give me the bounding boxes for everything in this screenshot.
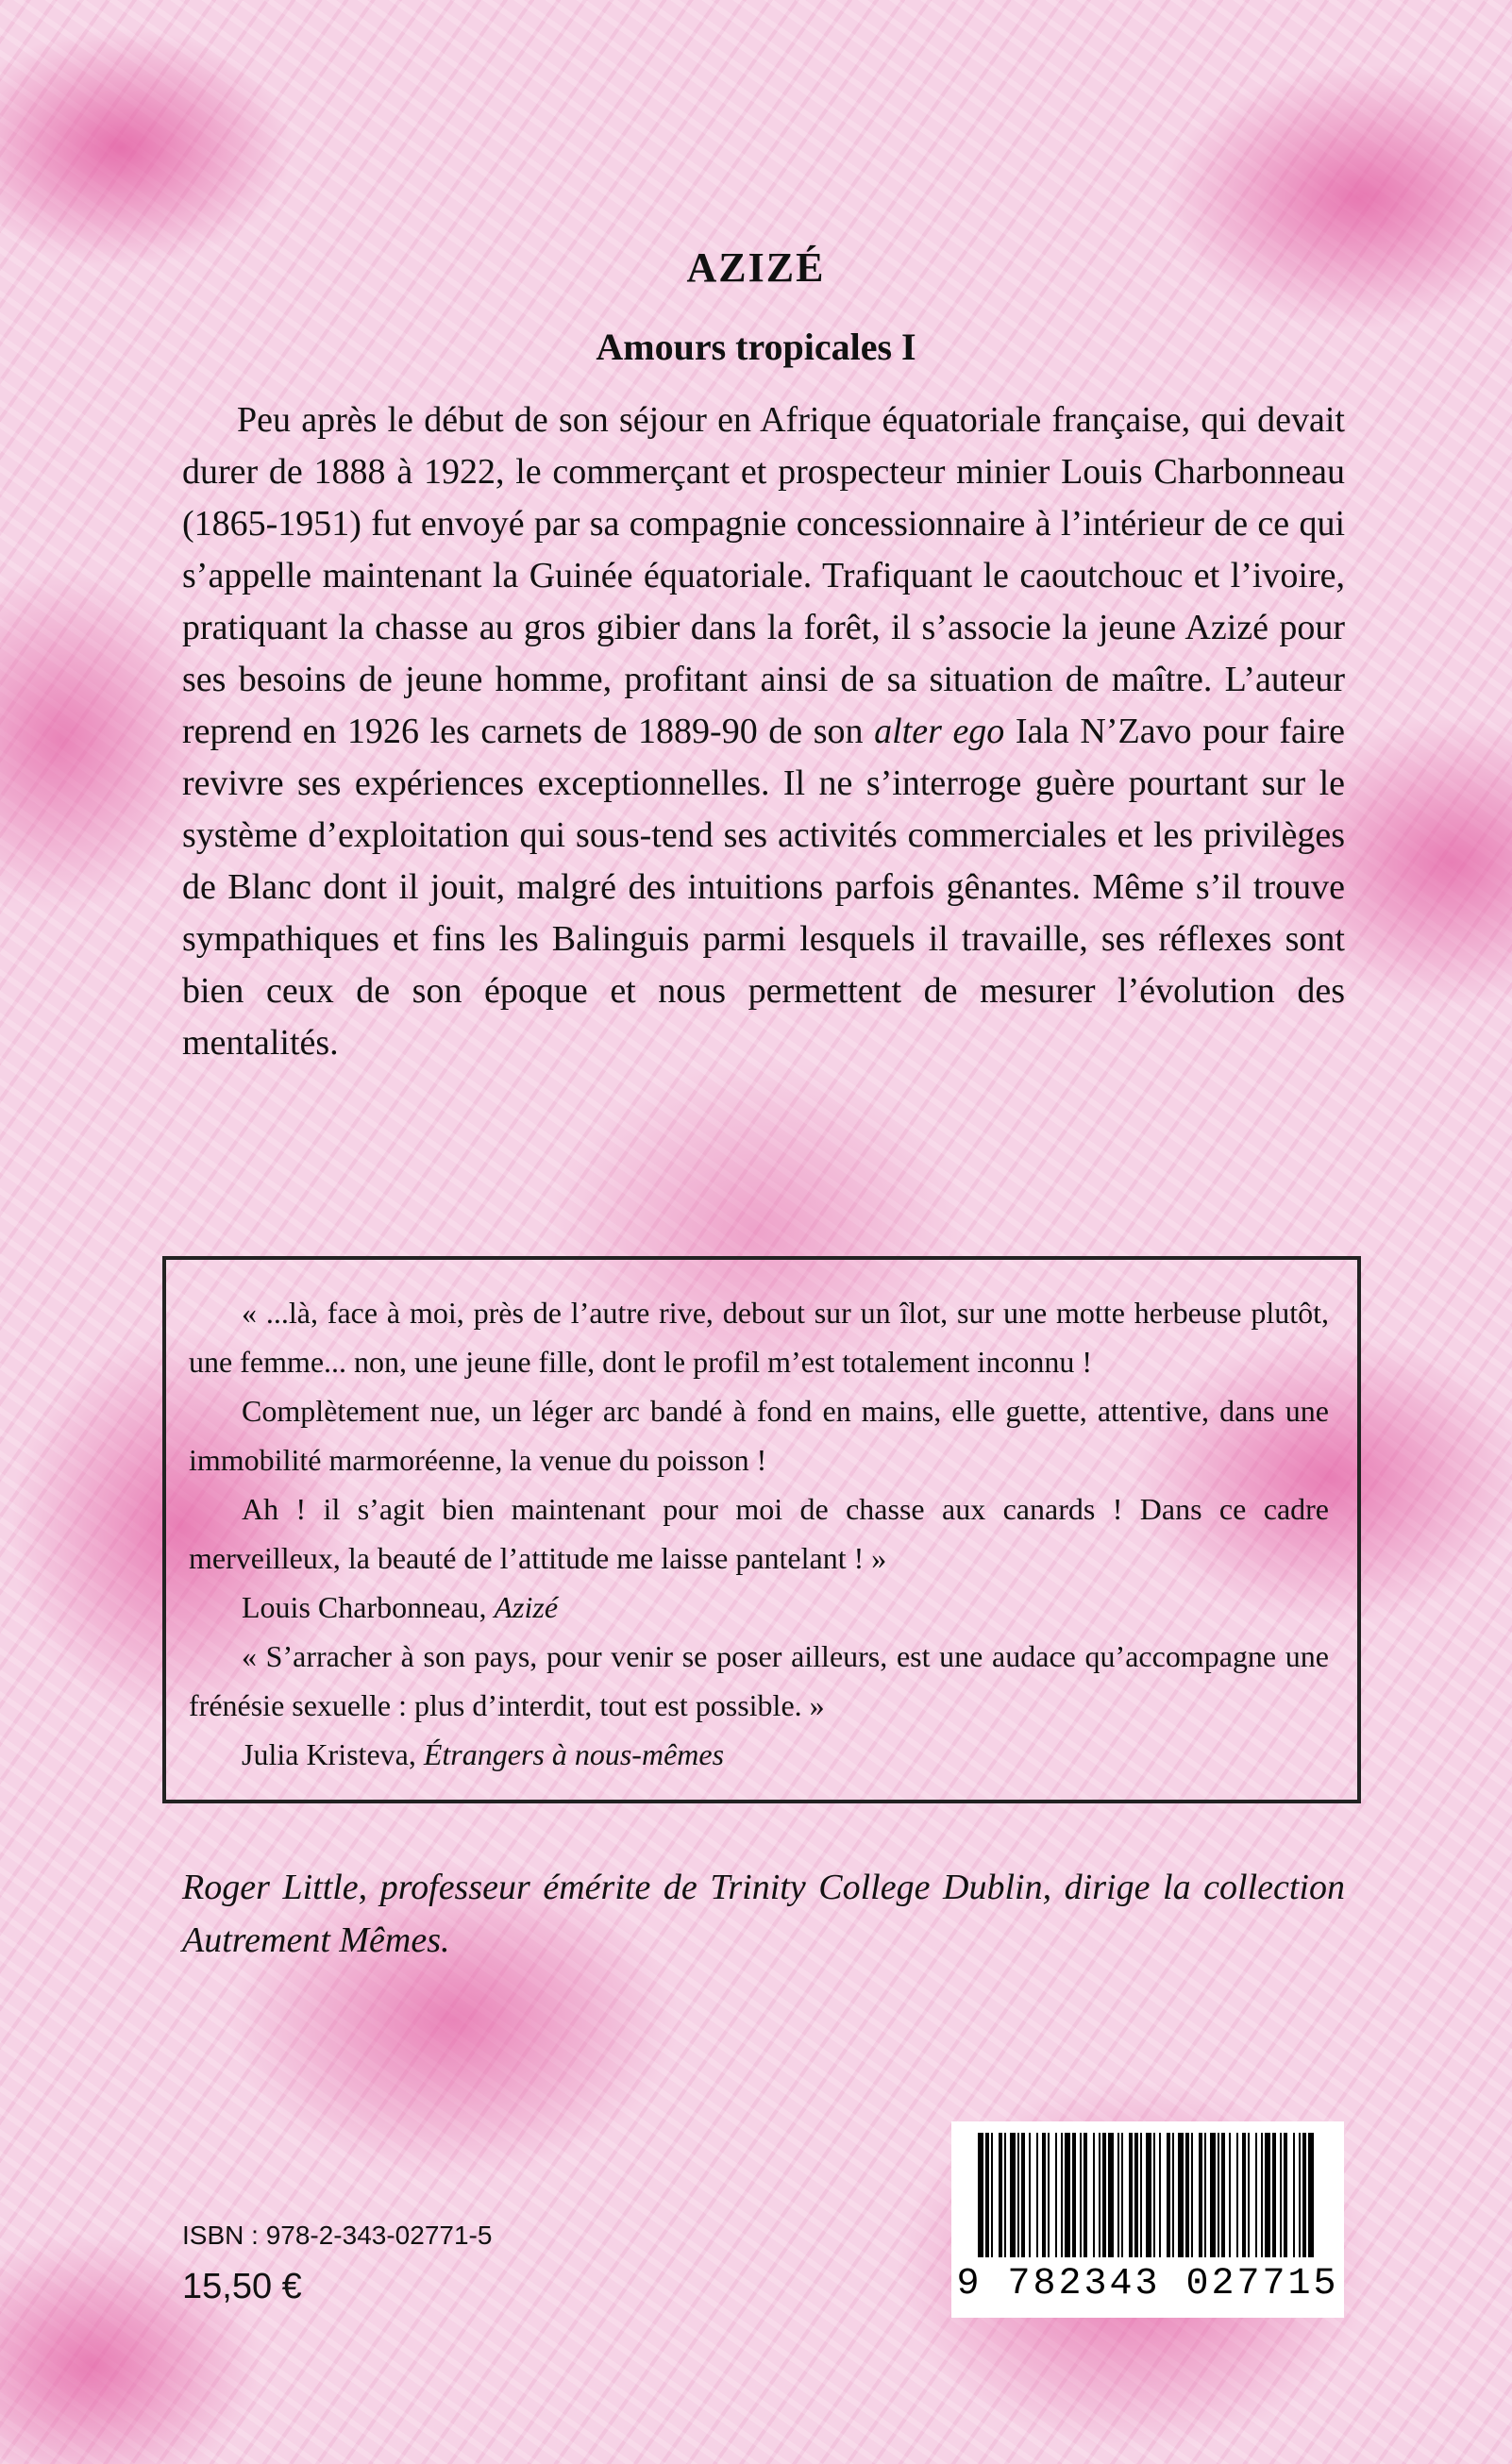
quote1-paragraph2: Complètement nue, un léger arc bandé à fond en mains, elle guette, attentive, dans une immobilité marmoréenne, la venue du poisson ! xyxy=(189,1394,1329,1477)
barcode xyxy=(951,2121,1344,2318)
quotes-box xyxy=(162,1256,1361,1803)
blurb-text-start: Peu après le début de son séjour en Afrique équatoriale française, qui devait durer de 1888 à 1922, le commerçant et prospecteur minier Louis Charbonneau (1865-1951) fut envoyé par sa compagnie concessionnaire à l’intérieur de ce qui s’appelle maintenant la Guinée équatoriale. Trafiquant le caoutchouc et l’ivoire, pratiquant la chasse au gros gibier dans la forêt, il s’associe la jeune Azizé pour ses besoins de jeune homme, profitant ainsi de sa situation de maître. L’auteur reprend en 1926 les carnets de 1889-90 de son xyxy=(182,400,1345,751)
barcode-bars xyxy=(978,2133,1318,2265)
blurb-text-end: Iala N’Zavo pour faire revivre ses expériences exceptionnelles. Il ne s’interroge guère pourtant sur le système d’exploitation qui sous-tend ses activités commerciales et les privilèges de Blanc dont il jouit, malgré des intuitions parfois gênantes. Même s’il trouve sympathiques et fins les Balinguis parmi lesquels il travaille, ses réflexes sont bien ceux de son époque et nous permettent de mesurer l’évolution des mentalités. xyxy=(182,712,1345,1063)
quote1-attribution xyxy=(189,1583,1329,1632)
quote2-source: Étrangers à nous-mêmes xyxy=(423,1737,725,1771)
blurb-italic-term: alter ego xyxy=(874,712,1005,751)
quote1-source: Azizé xyxy=(494,1590,559,1624)
book-subtitle: Amours tropicales I xyxy=(596,326,916,368)
quote1-author: Louis Charbonneau, xyxy=(242,1590,487,1624)
quote1-paragraph3: Ah ! il s’agit bien maintenant pour moi de chasse aux canards ! Dans ce cadre merveilleux, la beauté de l’attitude me laisse pantelant ! » xyxy=(189,1492,1329,1575)
isbn-text: ISBN : 978-2-343-02771-5 xyxy=(182,2221,493,2250)
blurb-paragraph xyxy=(182,394,1345,1069)
quote2-author: Julia Kristeva, xyxy=(242,1737,416,1771)
barcode-digits: 9 782343 027715 xyxy=(956,2263,1339,2305)
price-text: 15,50 € xyxy=(182,2267,302,2306)
quote2-paragraph: « S’arracher à son pays, pour venir se poser ailleurs, est une audace qu’accompagne une frénésie sexuelle : plus d’interdit, tout est possible. » xyxy=(189,1639,1329,1722)
quote2-attribution xyxy=(189,1730,1329,1779)
book-title: AZIZÉ xyxy=(686,244,826,291)
editor-note: Roger Little, professeur émérite de Trinity College Dublin, dirige la collection Autrement Mêmes. xyxy=(182,1868,1345,1960)
quote1-paragraph1: « ...là, face à moi, près de l’autre rive, debout sur un îlot, sur une motte herbeuse plutôt, une femme... non, une jeune fille, dont le profil m’est totalement inconnu ! xyxy=(189,1296,1329,1379)
